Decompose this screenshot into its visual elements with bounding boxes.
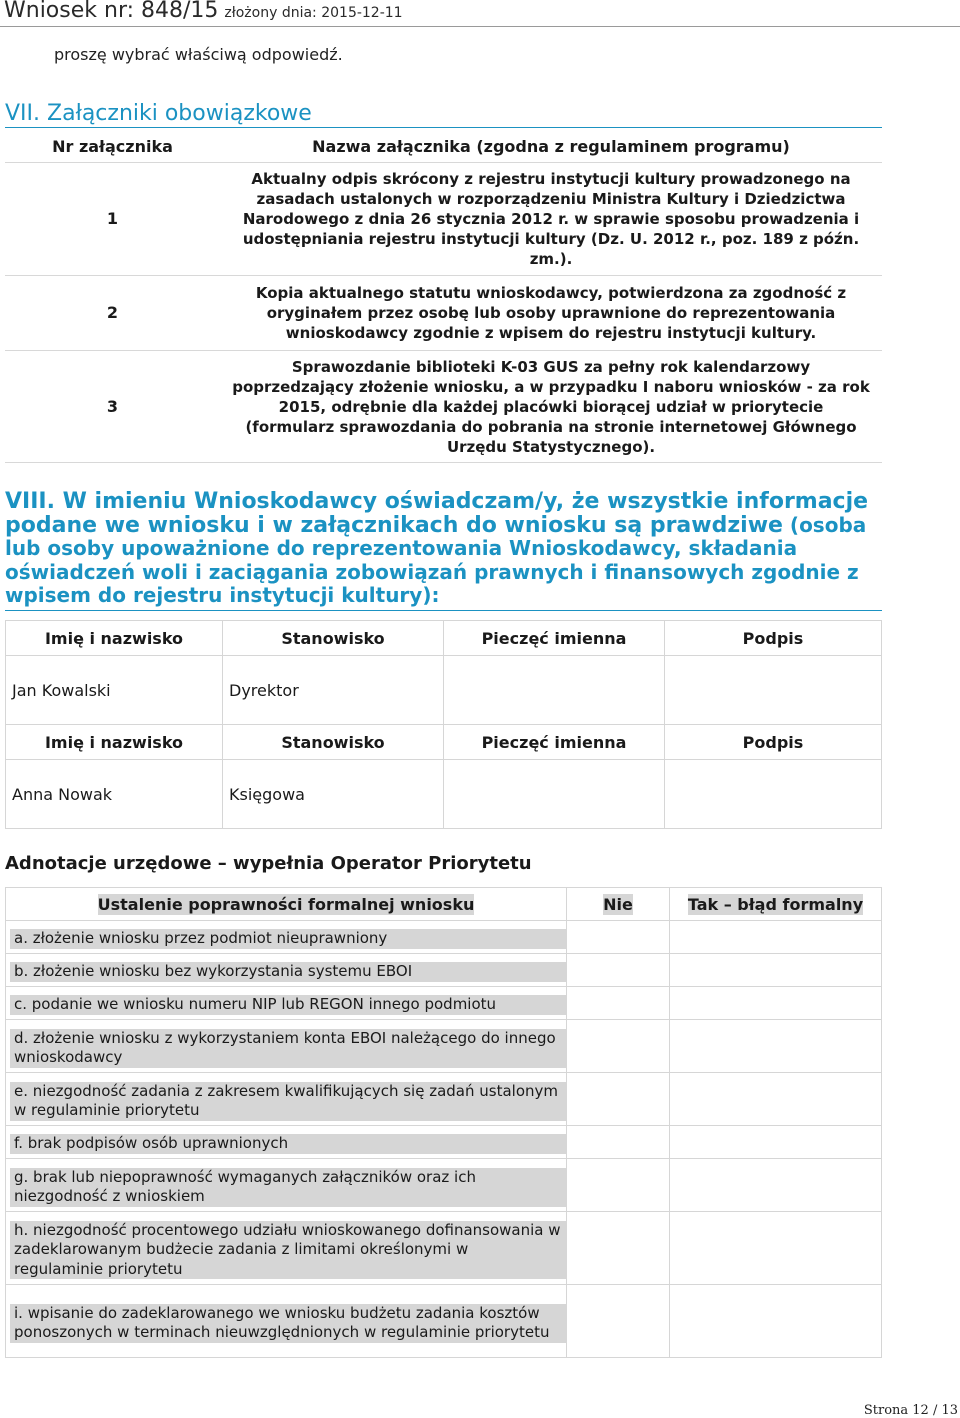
check-item-label: b. złożenie wniosku bez wykorzystania systemu EBOI (10, 962, 566, 982)
check-item-cell (6, 1285, 567, 1358)
check-item-label: g. brak lub niepoprawność wymaganych załączników oraz ich niezgodność z wnioskiem (10, 1168, 566, 1207)
check-item-cell (6, 1073, 567, 1126)
attachment-number: 1 (5, 163, 220, 276)
check-item-cell (6, 954, 567, 987)
check-item-label: f. brak podpisów osób uprawnionych (10, 1134, 566, 1154)
check-item-label: d. złożenie wniosku z wykorzystaniem konta EBOI należącego do innego wnioskodawcy (10, 1029, 566, 1068)
check-item-label: h. niezgodność procentowego udziału wnioskowanego dofinansowania w zadeklarowanym budżecie zadania z limitami określonymi w regulaminie priorytetu (10, 1221, 566, 1280)
header-name: Imię i nazwisko (6, 725, 223, 760)
check-yes-cell[interactable] (670, 987, 882, 1020)
section-vii-title: VII. Załączniki obowiązkowe (5, 100, 882, 128)
check-no-cell[interactable] (567, 1073, 670, 1126)
page-header (0, 0, 960, 27)
attachment-description: Sprawozdanie biblioteki K-03 GUS za pełny rok kalendarzowy poprzedzający złożenie wniosku, a w przypadku I naboru wniosków - za rok 2015, odrębnie dla każdej placówki biorącej udział w priorytecie (formularz sprawozdania do pobrania na stronie internetowej Głównego Urzędu Statystycznego). (220, 351, 882, 463)
table-row (6, 1073, 882, 1126)
column-attachment-number: Nr załącznika (5, 130, 220, 163)
check-item-label: c. podanie we wniosku numeru NIP lub REGON innego podmiotu (10, 995, 566, 1015)
section-viii-declaration (5, 490, 882, 611)
header-position: Stanowisko (223, 725, 444, 760)
declaration-main-text: VIII. W imieniu Wnioskodawcy oświadczam/y, że wszystkie informacje podane we wniosku i w załącznikach do wniosku są prawdziwe (5, 489, 869, 538)
check-item-cell (6, 1126, 567, 1159)
header-stamp: Pieczęć imienna (444, 621, 665, 656)
person-stamp (444, 760, 665, 829)
check-no-cell[interactable] (567, 921, 670, 954)
table-row (6, 1285, 882, 1358)
signature-header-row (6, 621, 882, 656)
no-header-cell (567, 888, 670, 921)
check-yes-cell[interactable] (670, 1285, 882, 1358)
check-item-cell (6, 1020, 567, 1073)
check-yes-cell[interactable] (670, 1126, 882, 1159)
header-formal-correctness: Ustalenie poprawności formalnej wniosku (97, 894, 475, 914)
check-yes-cell[interactable] (670, 954, 882, 987)
check-yes-cell[interactable] (670, 1159, 882, 1212)
signature-row (6, 656, 882, 725)
check-item-cell (6, 1159, 567, 1212)
yes-header-cell (670, 888, 882, 921)
check-no-cell[interactable] (567, 1159, 670, 1212)
table-row (6, 921, 882, 954)
check-yes-cell[interactable] (670, 1073, 882, 1126)
check-no-cell[interactable] (567, 1212, 670, 1285)
check-no-cell[interactable] (567, 1285, 670, 1358)
person-name: Anna Nowak (6, 760, 223, 829)
check-item-label: e. niezgodność zadania z zakresem kwalifikujących się zadań ustalonym w regulaminie priorytetu (10, 1082, 566, 1121)
submission-date: złożony dnia: 2015-12-11 (224, 5, 403, 21)
signature-header-row (6, 725, 882, 760)
attachment-description: Kopia aktualnego statutu wnioskodawcy, potwierdzona za zgodność z oryginałem przez osobę lub osoby uprawnione do reprezentowania wnioskodawcy zgodnie z wpisem do rejestru instytucji kultury. (220, 276, 882, 351)
check-no-cell[interactable] (567, 1020, 670, 1073)
attachment-description: Aktualny odpis skrócony z rejestru instytucji kultury prowadzonego na zasadach ustalonych w rozporządzeniu Ministra Kultury i Dziedzictwa Narodowego z dnia 26 stycznia 2012 r. w sprawie sposobu prowadzenia i udostępniania rejestru instytucji kultury (Dz. U. 2012 r., poz. 189 z późn. zm.). (220, 163, 882, 276)
check-item-cell (6, 987, 567, 1020)
table-row (6, 1020, 882, 1073)
header-yes-formal-error: Tak – błąd formalny (687, 894, 864, 914)
attachments-table (5, 130, 882, 463)
header-no: Nie (603, 894, 633, 914)
table-row (6, 1159, 882, 1212)
page-number: Strona 12 / 13 (863, 1403, 958, 1418)
person-position: Dyrektor (223, 656, 444, 725)
header-signature: Podpis (665, 621, 882, 656)
check-no-cell[interactable] (567, 1126, 670, 1159)
signature-row (6, 760, 882, 829)
check-no-cell[interactable] (567, 954, 670, 987)
table-row (6, 1212, 882, 1285)
table-row (6, 954, 882, 987)
header-signature: Podpis (665, 725, 882, 760)
choose-answer-prompt: proszę wybrać właściwą odpowiedź. (54, 45, 343, 64)
person-signature (665, 760, 882, 829)
table-row (6, 1126, 882, 1159)
check-item-label: i. wpisanie do zadeklarowanego we wniosku budżetu zadania kosztów ponoszonych w terminach nieuwzględnionych w regulaminie priorytetu (10, 1304, 566, 1343)
check-item-label: a. złożenie wniosku przez podmiot nieuprawniony (10, 929, 566, 949)
declaration-note: (osoba lub osoby upoważnione do reprezentowania Wnioskodawcy, składania oświadczeń woli i zaciągania zobowiązań prawnych i finansowych zgodnie z wpisem do rejestru instytucji kultury): (5, 512, 867, 607)
table-row (5, 351, 882, 463)
person-stamp (444, 656, 665, 725)
check-yes-cell[interactable] (670, 921, 882, 954)
person-signature (665, 656, 882, 725)
attachment-number: 2 (5, 276, 220, 351)
formal-check-header-row (6, 888, 882, 921)
attachments-header-row (5, 130, 882, 163)
header-name: Imię i nazwisko (6, 621, 223, 656)
table-row (5, 276, 882, 351)
application-title (4, 0, 403, 23)
formal-check-header-cell (6, 888, 567, 921)
application-number: Wniosek nr: 848/15 (4, 0, 219, 23)
table-row (6, 987, 882, 1020)
check-item-cell (6, 1212, 567, 1285)
signatures-table (5, 620, 882, 829)
header-stamp: Pieczęć imienna (444, 725, 665, 760)
header-position: Stanowisko (223, 621, 444, 656)
attachment-number: 3 (5, 351, 220, 463)
check-yes-cell[interactable] (670, 1212, 882, 1285)
person-name: Jan Kowalski (6, 656, 223, 725)
table-row (5, 163, 882, 276)
formal-check-table (5, 887, 882, 1358)
check-item-cell (6, 921, 567, 954)
column-attachment-name: Nazwa załącznika (zgodna z regulaminem programu) (220, 130, 882, 163)
annotations-title: Adnotacje urzędowe – wypełnia Operator Priorytetu (5, 853, 532, 874)
check-yes-cell[interactable] (670, 1020, 882, 1073)
person-position: Księgowa (223, 760, 444, 829)
check-no-cell[interactable] (567, 987, 670, 1020)
